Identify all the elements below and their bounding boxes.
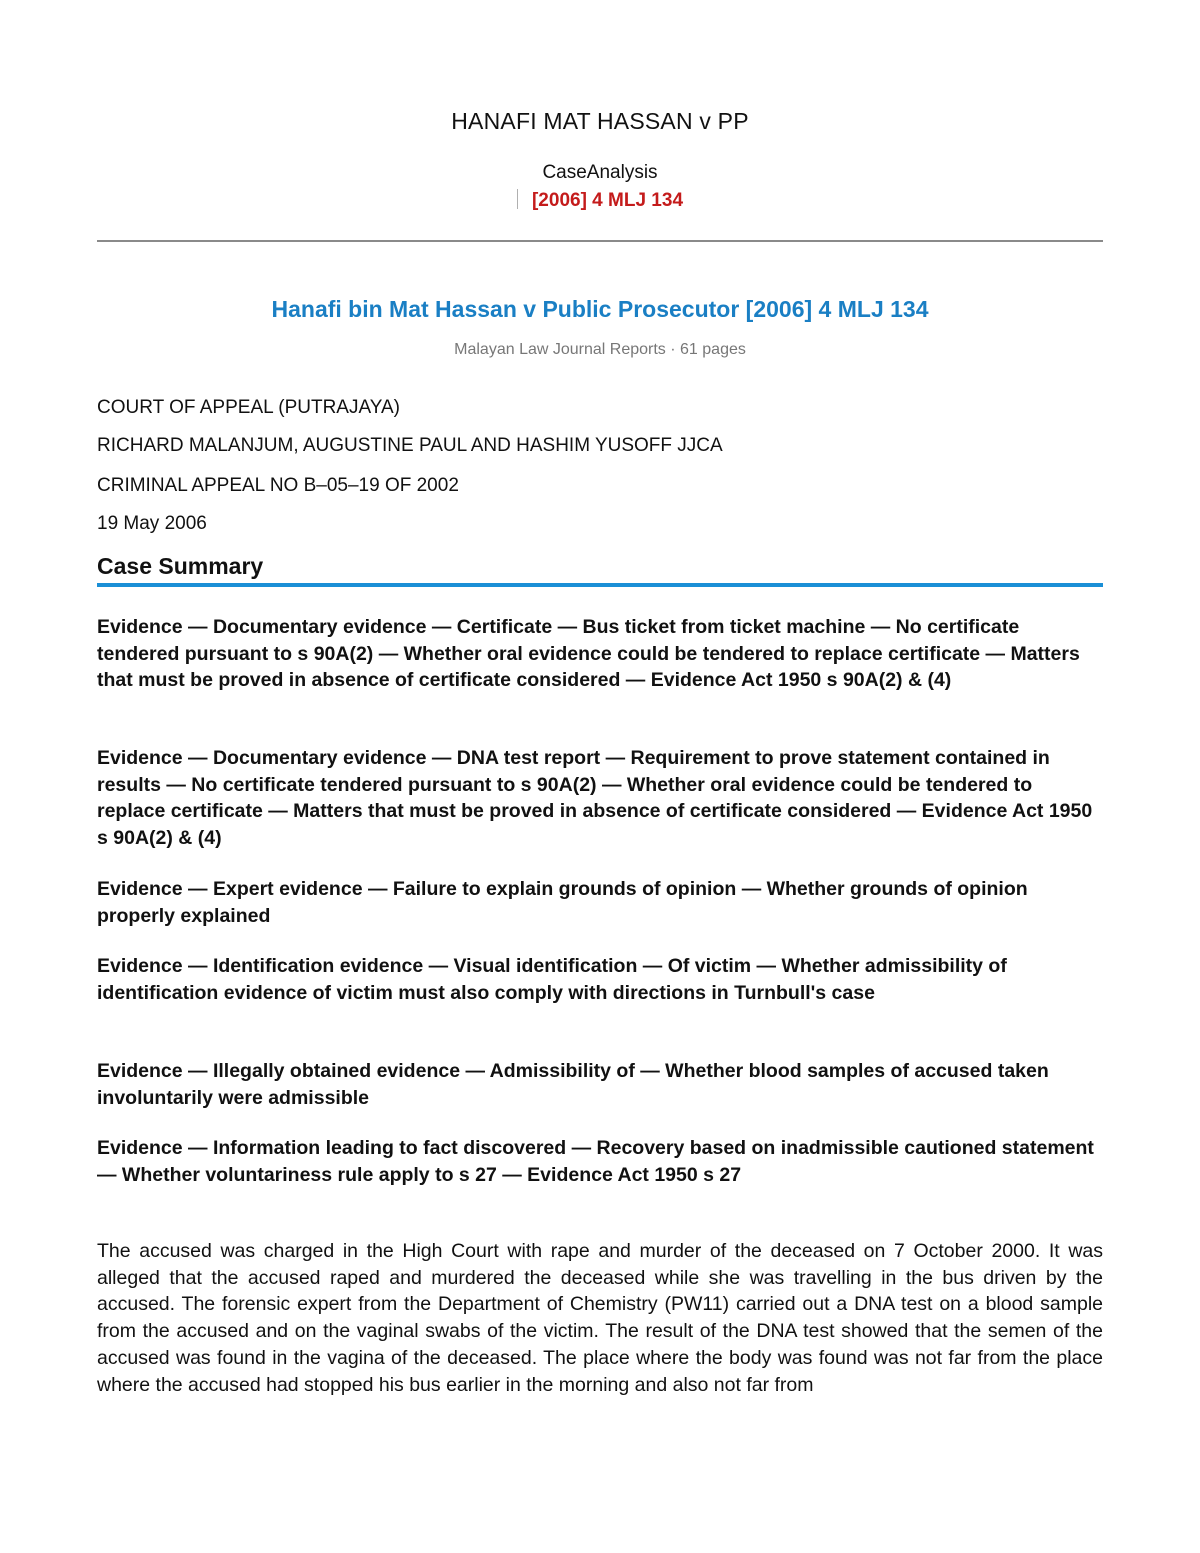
document-type: CaseAnalysis — [542, 162, 658, 183]
case-summary-heading: Case Summary — [97, 553, 264, 579]
catchword-paragraph: Evidence — Information leading to fact discovered — Recovery based on inadmissible cautioned statement — Whether voluntariness rule apply to s 27 — Evidence Act 1950 s 27 — [97, 1137, 1094, 1186]
court-name: COURT OF APPEAL (PUTRAJAYA) — [97, 397, 401, 418]
section-divider — [97, 583, 1103, 587]
decision-date: 19 May 2006 — [97, 513, 207, 534]
judges: RICHARD MALANJUM, AUGUSTINE PAUL AND HASHIM YUSOFF JJCA — [97, 435, 723, 456]
citation-link[interactable]: [2006] 4 MLJ 134 — [531, 190, 684, 211]
citation-divider — [517, 189, 518, 209]
summary-body: The accused was charged in the High Court with rape and murder of the deceased on 7 October 2000. It was alleged that the accused raped and murdered the deceased while she was travelling in the bus driven by the accused. The forensic expert from the Department of Chemistry (PW11) carried out a DNA test on a blood sample from the accused and on the vaginal swabs of the victim. The result of the DNA test showed that the semen of the accused was found in the vagina of the deceased. The place where the body was found was not far from the place where the accused had stopped his bus earlier in the morning and also not far from — [97, 1240, 1103, 1396]
document-title: HANAFI MAT HASSAN v PP — [451, 108, 749, 134]
catchword-paragraph: Evidence — Illegally obtained evidence — Admissibility of — Whether blood samples of accused taken involuntarily were admissible — [97, 1060, 1049, 1109]
citation-line — [97, 189, 1103, 212]
catchword-paragraph: Evidence — Expert evidence — Failure to explain grounds of opinion — Whether grounds of opinion properly explained — [97, 878, 1028, 927]
catchword-paragraph: Evidence — Identification evidence — Visual identification — Of victim — Whether admissibility of identification evidence of victim must also comply with directions in Turnbull's case — [97, 955, 1007, 1004]
source-info: Malayan Law Journal Reports · 61 pages — [454, 341, 746, 358]
catchword-paragraph: Evidence — Documentary evidence — Certificate — Bus ticket from ticket machine — No certificate tendered pursuant to s 90A(2) — Whether oral evidence could be tendered to replace certificate — Matters that must be proved in absence of certificate considered — Evidence Act 1950 s 90A(2) & (4) — [97, 616, 1080, 691]
header-divider — [97, 240, 1103, 242]
catchword-paragraph: Evidence — Documentary evidence — DNA test report — Requirement to prove statement contained in results — No certificate tendered pursuant to s 90A(2) — Whether oral evidence could be tendered to replace certificate — Matters that must be proved in absence of certificate considered — Evidence Act 1950 s 90A(2) & (4) — [97, 747, 1093, 849]
appeal-number: CRIMINAL APPEAL NO B–05–19 OF 2002 — [97, 475, 459, 496]
case-heading: Hanafi bin Mat Hassan v Public Prosecutor [2006] 4 MLJ 134 — [271, 296, 929, 322]
